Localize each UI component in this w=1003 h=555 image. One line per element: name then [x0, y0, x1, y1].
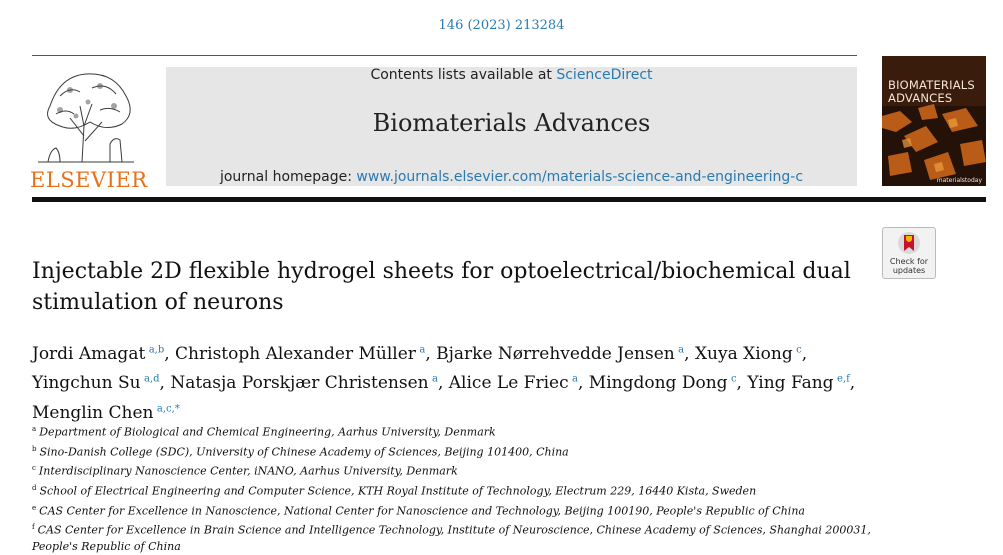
affiliation-mark: b: [32, 444, 37, 453]
author-affiliation-marks[interactable]: a: [419, 344, 426, 355]
author-name[interactable]: Ying Fang: [747, 373, 834, 394]
author-separator: ,: [736, 373, 748, 394]
author-affiliation-marks[interactable]: e,f: [836, 373, 850, 385]
affiliation-item: [32, 421, 882, 441]
elsevier-tree-icon: [30, 66, 142, 164]
author-affiliation-marks[interactable]: c: [730, 373, 737, 385]
affiliation-text: Sino-Danish College (SDC), University of Chinese Academy of Sciences, Beijing 101400, China: [39, 445, 569, 459]
author-name[interactable]: Christoph Alexander Müller: [175, 343, 416, 364]
author-name[interactable]: Menglin Chen: [32, 402, 154, 423]
author-item: [32, 403, 180, 423]
affiliation-mark: e: [32, 503, 37, 512]
affiliation-item: [32, 441, 882, 461]
author-item: [589, 373, 748, 393]
journal-homepage-link[interactable]: www.journals.elsevier.com/materials-science-and-engineering-c: [356, 169, 804, 185]
journal-citation[interactable]: [0, 18, 1003, 33]
author-item: [170, 373, 448, 393]
author-affiliation-marks[interactable]: a: [572, 373, 578, 385]
journal-title[interactable]: Biomaterials Advances: [372, 109, 651, 137]
badge-line1: Check for: [889, 257, 929, 266]
affiliation-list: [32, 421, 882, 555]
author-item: [175, 344, 436, 364]
check-for-updates-button[interactable]: [882, 227, 936, 279]
affiliation-text: Department of Biological and Chemical Engineering, Aarhus University, Denmark: [39, 425, 496, 439]
author-item: [32, 344, 175, 364]
header-top-rule: [32, 55, 857, 56]
author-separator: ,: [159, 373, 171, 394]
author-separator: ,: [164, 343, 176, 364]
header-bottom-rule: [32, 197, 986, 202]
citation-link[interactable]: 146 (2023) 213284: [438, 18, 565, 33]
author-item: [32, 373, 170, 393]
author-affiliation-marks[interactable]: a,c,*: [156, 403, 180, 415]
author-separator: ,: [801, 343, 808, 364]
author-affiliation-marks[interactable]: a,d: [143, 373, 160, 385]
author-name[interactable]: Natasja Porskjær Christensen: [170, 373, 429, 394]
author-separator: ,: [437, 373, 449, 394]
author-item: [436, 344, 695, 364]
author-name[interactable]: Alice Le Friec: [448, 373, 569, 394]
article-title: Injectable 2D flexible hydrogel sheets for optoelectrical/biochemical dual stimulation of neurons: [32, 259, 851, 315]
author-name[interactable]: Yingchun Su: [32, 373, 141, 394]
journal-homepage-line: [166, 169, 857, 185]
affiliation-text: Interdisciplinary Nanoscience Center, iNANO, Aarhus University, Denmark: [38, 464, 458, 478]
contents-prefix: Contents lists available at: [370, 67, 557, 83]
affiliation-mark: f: [32, 523, 35, 532]
author-name[interactable]: Xuya Xiong: [694, 343, 793, 364]
homepage-prefix: journal homepage:: [219, 169, 357, 185]
author-separator: ,: [684, 343, 695, 364]
affiliation-text: CAS Center for Excellence in Nanoscience, National Center for Nanoscience and Technology, Beijing 100190, People's Republic of China: [39, 504, 805, 518]
affiliation-item: [32, 519, 882, 555]
publisher-name: ELSEVIER: [30, 168, 148, 192]
author-list: [32, 337, 872, 426]
affiliation-text: CAS Center for Excellence in Brain Science and Intelligence Technology, Institute of Neuroscience, Chinese Academy of Sciences, Shanghai 200031, People's Republic of China: [32, 523, 871, 553]
affiliation-mark: c: [32, 464, 36, 473]
badge-line2: updates: [892, 266, 926, 275]
author-name[interactable]: Jordi Amagat: [32, 343, 146, 364]
author-name[interactable]: Mingdong Dong: [588, 373, 728, 394]
affiliation-item: [32, 460, 882, 480]
affiliation-mark: a: [32, 425, 37, 433]
affiliation-mark: d: [32, 483, 37, 492]
affiliation-text: School of Electrical Engineering and Computer Science, KTH Royal Institute of Technology, Electrum 229, 16440 Kista, Sweden: [39, 484, 757, 498]
author-separator: ,: [849, 373, 856, 394]
author-item: [449, 373, 589, 393]
publisher-logo[interactable]: [30, 66, 148, 192]
affiliation-item: [32, 500, 882, 520]
author-affiliation-marks[interactable]: a: [431, 373, 438, 385]
journal-cover-icon: [882, 56, 986, 186]
author-separator: ,: [577, 373, 589, 394]
cover-footer: materialstoday: [936, 177, 982, 184]
author-affiliation-marks[interactable]: a,b: [148, 344, 165, 355]
journal-cover[interactable]: [882, 56, 986, 186]
cover-title-line1: BIOMATERIALS: [888, 78, 975, 92]
affiliation-item: [32, 480, 882, 500]
contents-line: [166, 67, 857, 83]
cover-title-line2: ADVANCES: [888, 91, 953, 105]
author-item: [747, 373, 855, 393]
author-affiliation-marks[interactable]: c: [796, 344, 802, 355]
author-separator: ,: [425, 343, 437, 364]
author-name[interactable]: Bjarke Nørrehvedde Jensen: [436, 343, 675, 364]
crossmark-bookmark-icon: [897, 231, 921, 255]
author-affiliation-marks[interactable]: a: [678, 344, 685, 355]
sciencedirect-link[interactable]: ScienceDirect: [556, 67, 653, 83]
author-item: [695, 344, 807, 364]
